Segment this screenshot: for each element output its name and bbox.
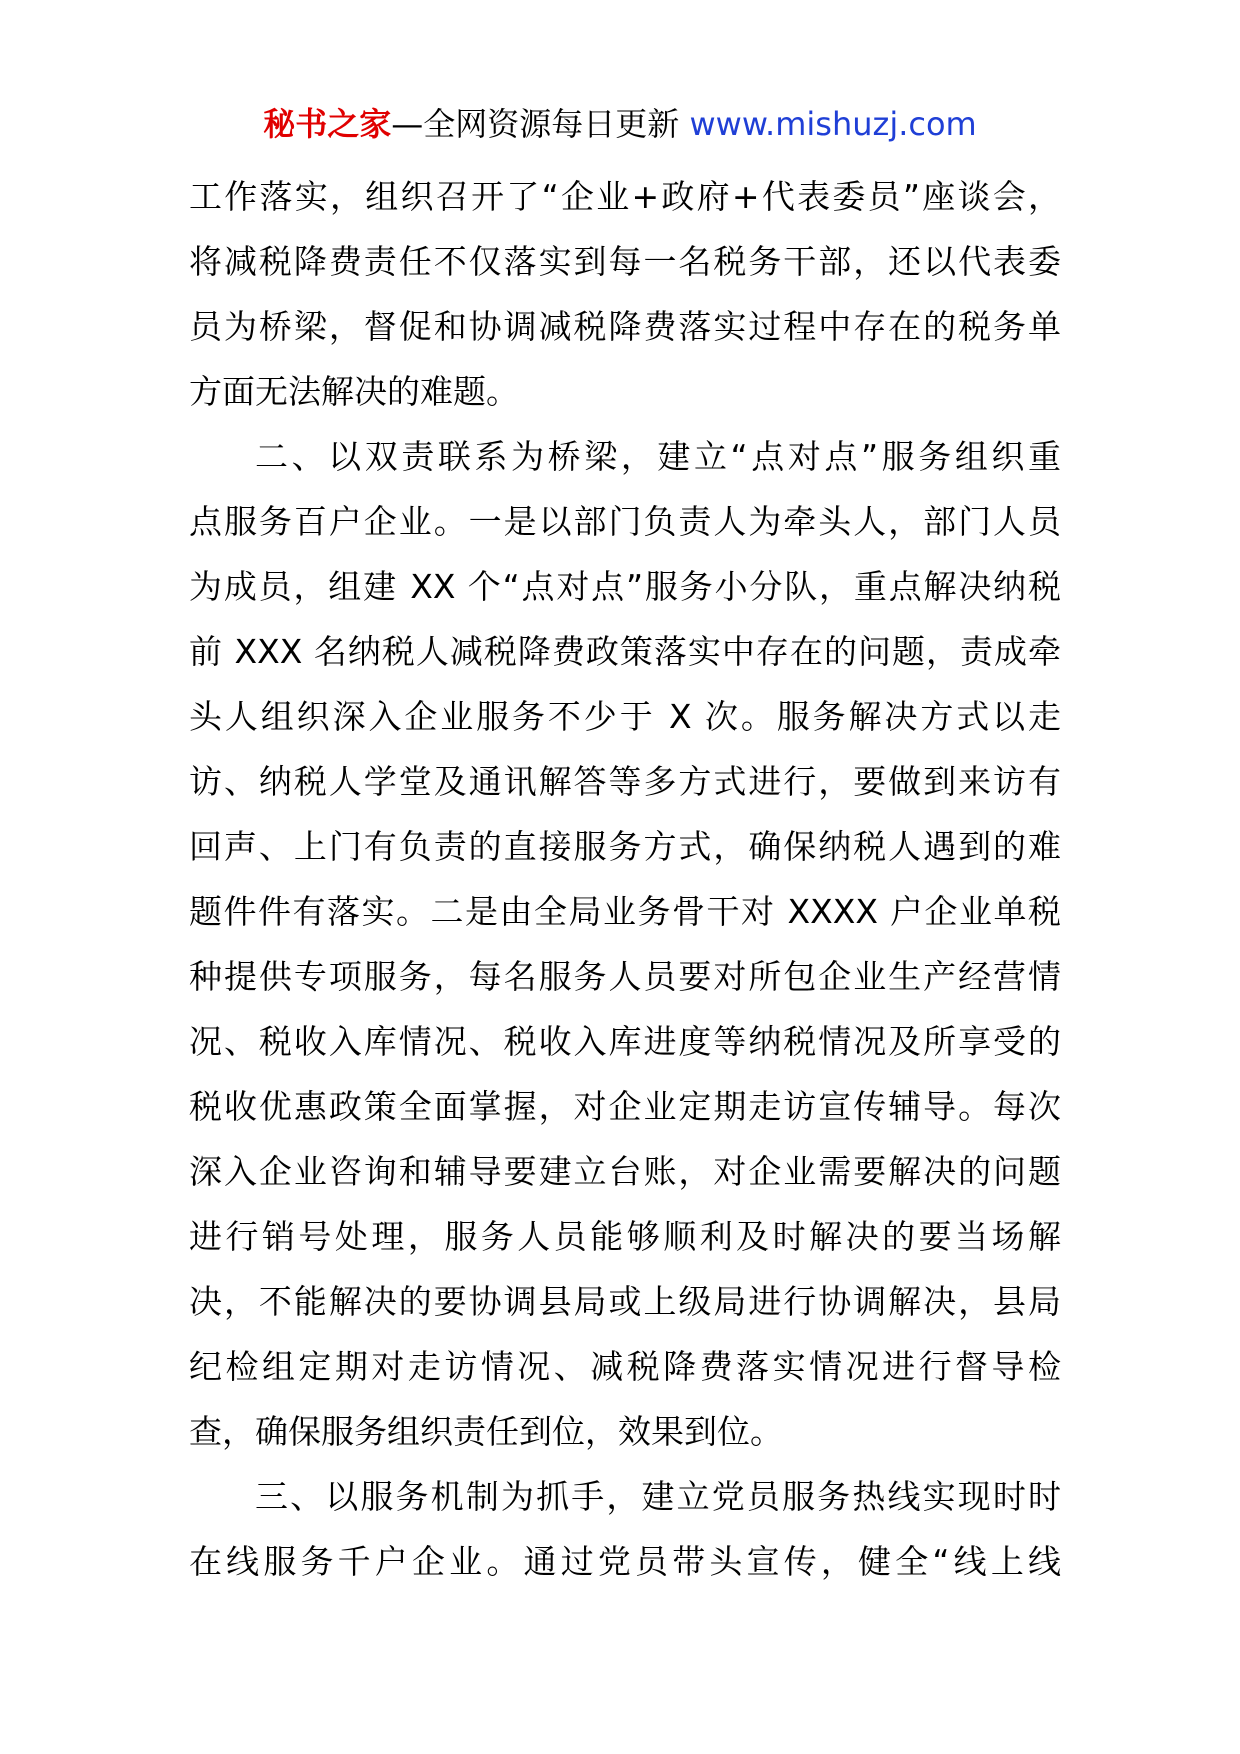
text-line: 况、税收入库情况、税收入库进度等纳税情况及所享受的 <box>189 1022 1061 1061</box>
text-line: 种提供专项服务，每名服务人员要对所包企业生产经营情 <box>189 957 1061 996</box>
text-line: 前 XXX 名纳税人减税降费政策落实中存在的问题，责成牵 <box>189 632 1061 671</box>
text-line: 二、以双责联系为桥梁，建立“点对点”服务组织重 <box>255 437 1061 476</box>
text-line: 决，不能解决的要协调县局或上级局进行协调解决，县局 <box>189 1282 1061 1321</box>
text-line: 点服务百户企业。一是以部门负责人为牵头人，部门人员 <box>189 502 1061 541</box>
text-line: 员为桥梁，督促和协调减税降费落实过程中存在的税务单 <box>189 307 1061 346</box>
text-line: 在线服务千户企业。通过党员带头宣传，健全“线上线 <box>189 1542 1061 1581</box>
text-line: 方面无法解决的难题。 <box>189 372 519 411</box>
paragraph-3 <box>189 1464 1061 1594</box>
document-body <box>189 164 1061 1594</box>
page-header <box>0 104 1240 144</box>
paragraph-1 <box>189 164 1061 424</box>
text-line: 税收优惠政策全面掌握，对企业定期走访宣传辅导。每次 <box>189 1087 1061 1126</box>
text-line: 三、以服务机制为抓手，建立党员服务热线实现时时 <box>255 1477 1061 1516</box>
text-line: 为成员，组建 XX 个“点对点”服务小分队，重点解决纳税 <box>189 567 1061 606</box>
header-tagline: —全网资源每日更新 <box>391 105 680 143</box>
text-line: 头人组织深入企业服务不少于 X 次。服务解决方式以走 <box>189 697 1061 736</box>
paragraph-2 <box>189 424 1061 1464</box>
text-line: 深入企业咨询和辅导要建立台账，对企业需要解决的问题 <box>189 1152 1061 1191</box>
site-url-link[interactable]: www.mishuzj.com <box>689 105 977 143</box>
text-line: 进行销号处理，服务人员能够顺利及时解决的要当场解 <box>189 1217 1061 1256</box>
text-line: 工作落实，组织召开了“企业+政府+代表委员”座谈会， <box>189 177 1061 216</box>
text-line: 题件件有落实。二是由全局业务骨干对 XXXX 户企业单税 <box>189 892 1061 931</box>
text-line: 将减税降费责任不仅落实到每一名税务干部，还以代表委 <box>189 242 1061 281</box>
text-line: 访、纳税人学堂及通讯解答等多方式进行，要做到来访有 <box>189 762 1061 801</box>
text-line: 查，确保服务组织责任到位，效果到位。 <box>189 1412 783 1451</box>
brand-name: 秘书之家 <box>263 105 392 143</box>
text-line: 回声、上门有负责的直接服务方式，确保纳税人遇到的难 <box>189 827 1061 866</box>
text-line: 纪检组定期对走访情况、减税降费落实情况进行督导检 <box>189 1347 1061 1386</box>
